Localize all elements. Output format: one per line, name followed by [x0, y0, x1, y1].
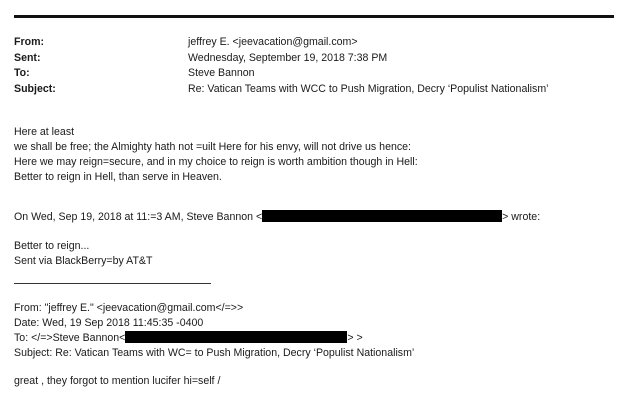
message-line: we shall be free; the Almighty hath not =uilt Here for his envy, will not drive us hence:	[14, 141, 411, 153]
sent-label: Sent:	[14, 51, 41, 64]
quote-intro-wrote: > wrote:	[502, 211, 541, 223]
quoted-message	[14, 239, 614, 269]
forwarded-body	[14, 374, 614, 389]
header-from-row	[14, 35, 614, 49]
to-label: To:	[14, 67, 30, 79]
message-line: Here we may reign=secure, and in my choice to reign is worth ambition though in Hell:	[14, 156, 418, 168]
subject-value: Re: Vatican Teams with WCC to Push Migration, Decry ‘Populist Nationalism’	[188, 82, 549, 95]
quote-intro	[14, 210, 614, 225]
quote-intro-text: On Wed, Sep 19, 2018 at 11:=3 AM, Steve Bannon <	[14, 211, 263, 223]
header-subject-row	[14, 82, 614, 96]
quoted-line: Better to reign...	[14, 240, 90, 252]
from-label: From:	[14, 36, 45, 48]
header-to-row	[14, 66, 614, 80]
message-line: Here at least	[14, 126, 75, 138]
forwarded-subject: Subject: Re: Vatican Teams with WC= to Push Migration, Decry ‘Populist Nationalism’	[14, 347, 415, 359]
forwarded-to-end: > >	[347, 332, 363, 344]
header-sent-row	[14, 51, 614, 65]
subject-label: Subject:	[14, 82, 56, 95]
redaction-bar	[262, 210, 502, 222]
email-header	[14, 35, 614, 97]
forwarded-date: Date: Wed, 19 Sep 2018 11:45:35 -0400	[14, 317, 204, 329]
message-body	[14, 125, 614, 185]
forwarded-from: From: "jeffrey E." <jeevacation@gmail.com</=>>	[14, 302, 244, 314]
to-value: Steve Bannon	[188, 67, 255, 79]
quoted-line: Sent via BlackBerry=by AT&T	[14, 255, 153, 267]
forwarded-header	[14, 301, 614, 361]
signature-divider	[14, 283, 211, 284]
top-divider	[14, 15, 614, 18]
sent-value: Wednesday, September 19, 2018 7:38 PM	[188, 51, 388, 64]
forwarded-body-line: great , they forgot to mention lucifer hi=self /	[14, 375, 221, 387]
forwarded-to-text: To: </=>Steve Bannon<	[14, 332, 126, 344]
from-value: jeffrey E. <jeevacation@gmail.com>	[188, 36, 358, 48]
forwarded-to-line	[14, 331, 614, 346]
quote-intro-line	[14, 210, 614, 225]
message-line: Better to reign in Hell, than serve in Heaven.	[14, 171, 222, 183]
redaction-bar	[125, 331, 347, 343]
